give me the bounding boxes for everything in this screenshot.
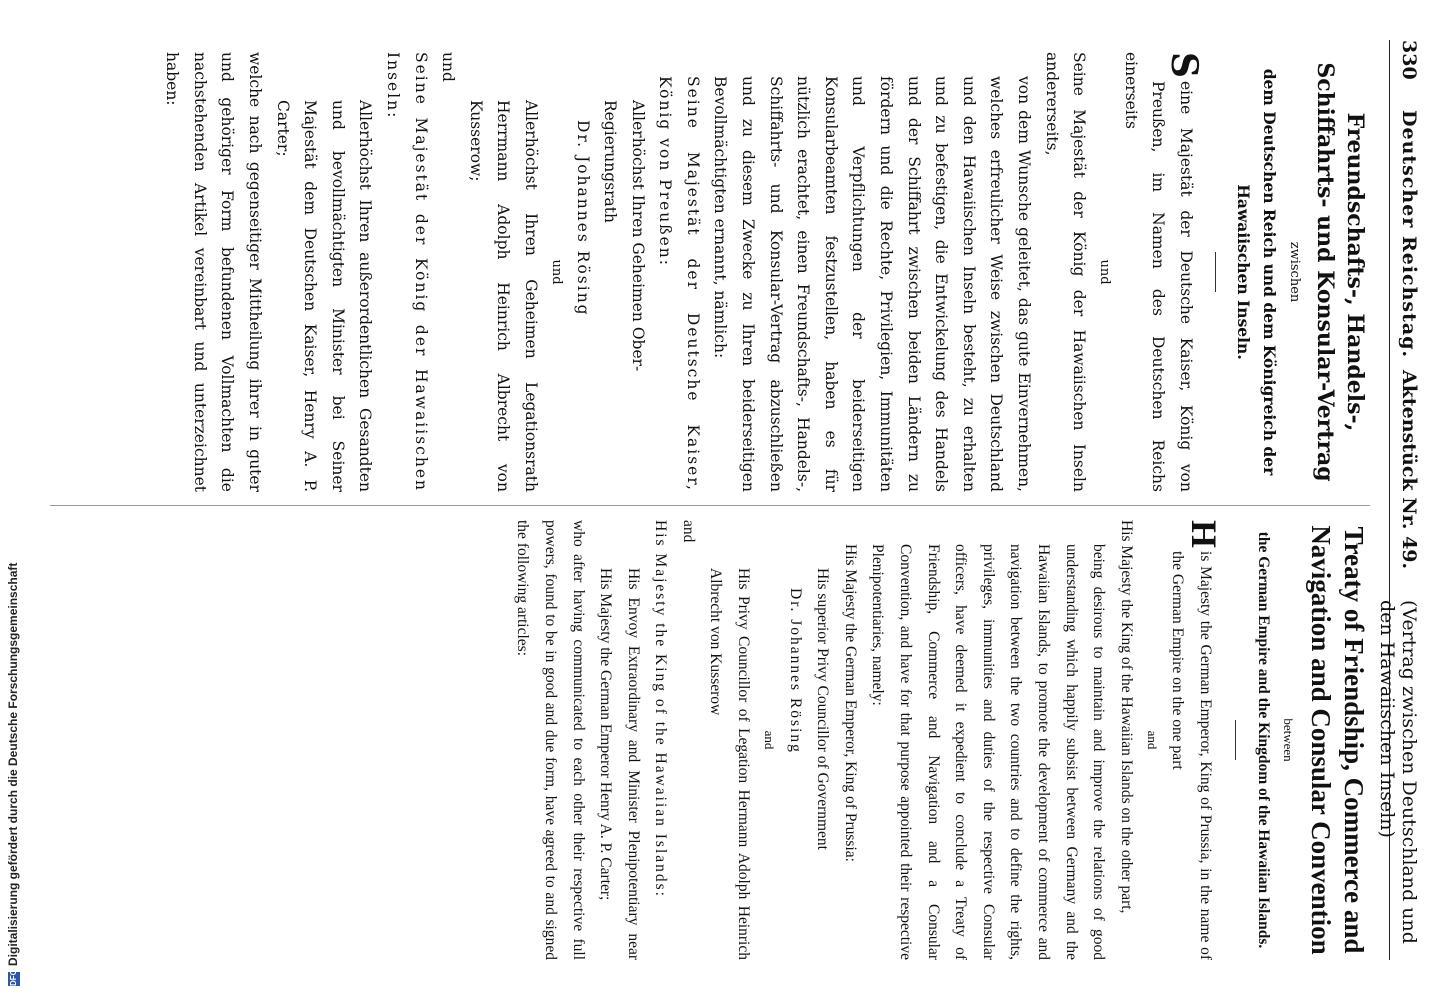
german-preamble-1: Seine Majestät der Deutsche Kaiser, König von Preußen, im Namen des Deutschen Reichs einerseits	[1121, 52, 1205, 492]
german-title: Freundschafts-, Handels-, Schiffahrts- und Konsular-Vertrag	[1312, 62, 1368, 482]
english-and-1: and	[1144, 730, 1160, 750]
digitization-credit	[6, 0, 28, 1000]
english-plenipotentiary-3: His Envoy Extraordinary and Minister Plenipotentiary near His Majesty the German Emperor Henry A. P. Carter;	[597, 568, 642, 960]
german-parties: dem Deutschen Reich und dem Königreich der Hawaiischen Inseln.	[1234, 68, 1279, 476]
english-king: His Majesty the King of the Hawaiian Islands:	[652, 520, 670, 898]
english-separator	[1235, 720, 1236, 760]
english-and-2: and	[762, 730, 778, 750]
german-emperor: Seine Majestät der Deutsche Kaiser, König von Preußen:	[656, 76, 702, 492]
publication-title: Deutscher Reichstag.	[1398, 110, 1420, 359]
german-preamble-3: von dem Wunsche geleitet, das gute Einvernehmen, welches erfreulicher Weise zwischen Deutschland und den Hawaiischen Inseln besteht, zu erhalten und zu befestigen, die Entwickelung des Handels und der Schiffahrt zwischen beiden Ländern zu fördern und die Rechte, Privilegien, Immunitäten und Verpflichtungen der beiderseitigen Konsularbeamten festzustellen, haben es für nützlich erachtet, einen Freundschafts-, Handels-, Schiffahrts- und Konsular-Vertrag abzuschließen und zu diesem Zwecke zu Ihren beiderseitigen Bevollmächtigten ernannt, nämlich:	[711, 76, 1034, 492]
english-preamble-2: His Majesty the King of the Hawaiian Islands on the other part,	[1117, 520, 1135, 914]
german-and-3: und	[439, 52, 458, 82]
english-closing: who after having communicated to each other their respective full powers, found to be in good and due form, have agreed to and signed the following articles:	[514, 520, 587, 960]
english-title: Treaty of Friendship, Commerce and Navigation and Consular Convention	[1306, 525, 1369, 955]
english-plenipotentiary-2: His Privy Councillor of Legation Hermann Adolph Heinrich Albrecht von Kusserow	[707, 568, 753, 960]
page-header	[1376, 40, 1424, 960]
treaty-reference: (Vertrag zwischen Deutschland und den Hawaiischen Inseln)	[1376, 600, 1420, 944]
english-preamble-1: His Majesty the German Emperor, King of Prussia, in the name of the German Empire on the one part	[1169, 520, 1224, 960]
german-plenipotentiary-1-name: Dr. Johannes Rösing	[573, 120, 592, 317]
german-plenipotentiary-1-title: Allerhöchst Ihren Geheimen Ober-Regierungsrath	[601, 100, 647, 372]
english-emperor: His Majesty the German Emperor, King of Prussia:	[841, 544, 859, 862]
column-divider	[50, 505, 1370, 506]
english-preamble-3: being desirous to maintain and improve the relations of good understanding which happily subsist between Germany and the Hawaiian Islands, to promote the development of commerce and navigation between the two countries and to define the rights, privileges, immunities and duties of the respective Consular officers, have deemed it expedient to conclude a Treaty of Friendship, Commerce and Navigation and a Consular Convention, and have for that purpose appointed their respective Plenipotentiaries, namely:	[869, 544, 1108, 960]
english-between: between	[1281, 718, 1296, 762]
german-and-2: und	[548, 259, 564, 285]
english-plenipotentiary-1-name: Dr. Johannes Rösing	[786, 588, 804, 754]
german-plenipotentiary-3: Allerhöchst Ihren außerordentlichen Gesandten und bevollmächtigten Minister bei Seiner Majestät dem Deutschen Kaiser, Henry A. P. Carter;	[273, 100, 375, 492]
german-column	[55, 52, 1370, 492]
dfg-logo: DFG	[8, 969, 18, 986]
german-between: zwischen	[1287, 241, 1302, 303]
german-plenipotentiary-2: Allerhöchst Ihren Geheimen Legationsrath Herrmann Adolph Heinrich Albrecht von Kusserow;	[466, 100, 540, 492]
german-king: Seine Majestät der König der Hawaiischen Inseln:	[383, 52, 430, 492]
german-closing: welche nach gegenseitiger Mittheilung ihrer in guter und gehöriger Form befundenen Vollmachten die nachstehenden Artikel vereinbart und unterzeichnet haben:	[163, 52, 264, 492]
page-number: 330	[1398, 40, 1420, 80]
english-parties: the German Empire and the Kingdom of the Hawaiian Islands.	[1255, 531, 1272, 949]
german-separator	[1215, 252, 1216, 292]
document-number: Aktenstück Nr. 49.	[1398, 370, 1420, 570]
english-column	[55, 520, 1370, 960]
german-preamble-2: Seine Majestät der König der Hawaiischen Inseln andererseits,	[1042, 52, 1089, 492]
german-and-1: und	[1097, 259, 1113, 285]
english-plenipotentiary-1-title: His superior Privy Councillor of Government	[814, 568, 832, 850]
english-and-3: and	[679, 520, 697, 543]
credit-text: Digitalisierung gefördert durch die Deutsche Forschungsgemeinschaft	[6, 562, 20, 966]
